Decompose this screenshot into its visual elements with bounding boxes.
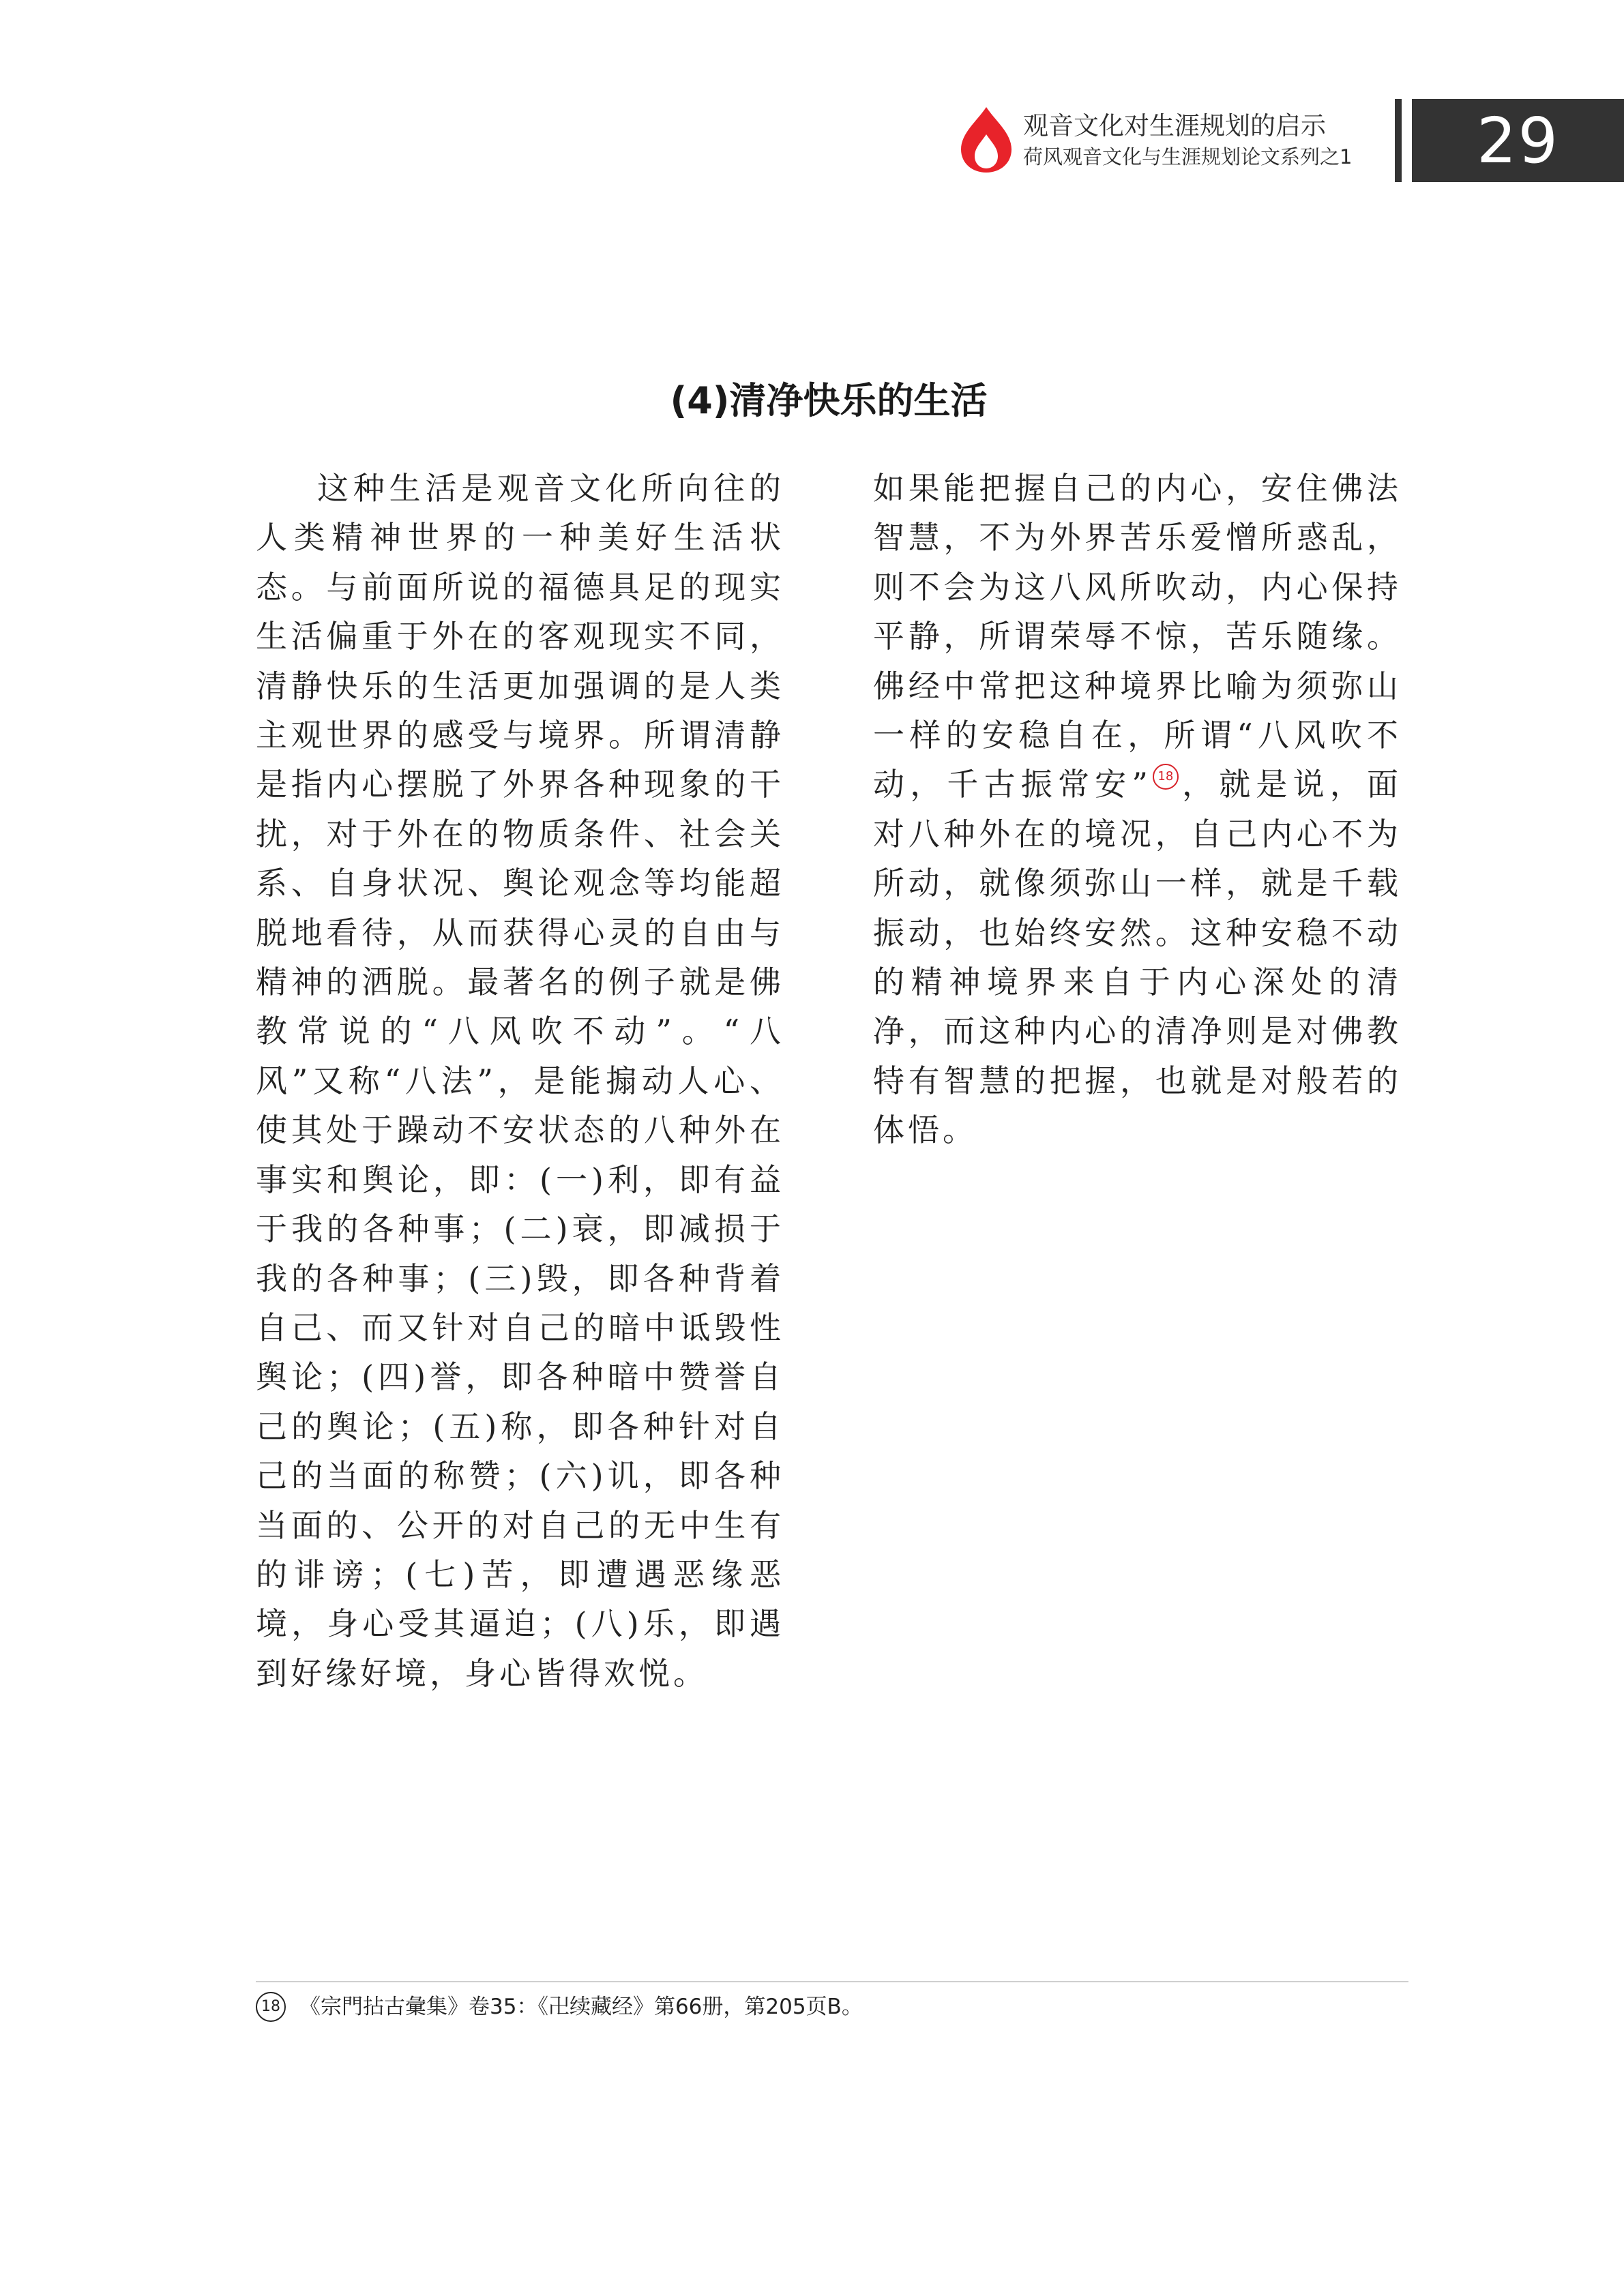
right-paragraph [873,464,1402,1155]
right-paragraph-part1: 如果能把握自己的内心，安住佛法智慧，不为外界苦乐爱憎所惑乱，则不会为这八风所吹动，内心保持平静，所谓荣辱不惊，苦乐随缘。佛经中常把这种境界比喻为须弥山一样的安稳自在，所谓“八风吹不动，千古振常安” [873,470,1402,803]
flame-logo-icon [958,106,1014,174]
page-number-box [1412,99,1624,182]
footnote-reference-marker: 18 [1153,764,1179,790]
header-subtitle: 荷风观音文化与生涯规划论文系列之1 [1023,145,1353,168]
left-paragraph: 这种生活是观音文化所向往的人类精神世界的一种美好生活状态。与前面所说的福德具足的现实生活偏重于外在的客观现实不同，清静快乐的生活更加强调的是人类主观世界的感受与境界。所谓清静是指内心摆脱了外界各种现象的干扰，对于外在的物质条件、社会关系、自身状况、舆论观念等均能超脱地看待，从而获得心灵的自由与精神的洒脱。最著名的例子就是佛教常说的“八风吹不动”。“八风”又称“八法”，是能搧动人心、使其处于躁动不安状态的八种外在事实和舆论，即：(一)利，即有益于我的各种事；(二)衰，即减损于我的各种事；(三)毁，即各种背着自己、而又针对自己的暗中诋毁性舆论；(四)誉，即各种暗中赞誉自己的舆论；(五)称，即各种针对自己的当面的称赞；(六)讥，即各种当面的、公开的对自己的无中生有的诽谤；(七)苦，即遭遇恶缘恶境，身心受其逼迫；(八)乐，即遇到好缘好境，身心皆得欢悦。 [256,470,784,1692]
footnote-text: 《宗門拈古彙集》卷35：《卍续藏经》第66册，第205页B。 [299,1995,863,2019]
footnote-number: 18 [256,1992,286,2022]
section-heading: (4)清净快乐的生活 [670,379,988,422]
footnote-divider [256,1981,1408,1982]
header-title: 观音文化对生涯规划的启示 [1023,111,1326,140]
right-paragraph-part2: ，就是说，面对八种外在的境况，自己内心不为所动，就像须弥山一样，就是千载振动，也始终安然。这种安稳不动的精神境界来自于内心深处的清净，而这种内心的清净则是对佛教特有智慧的把握，也就是对般若的体悟。 [873,766,1402,1149]
footnote [256,1990,1408,2024]
header-divider-bar [1395,99,1402,182]
right-column [873,464,1402,1155]
header-titles [1023,109,1378,170]
page-number: 29 [1476,104,1560,177]
left-column [256,464,784,1698]
